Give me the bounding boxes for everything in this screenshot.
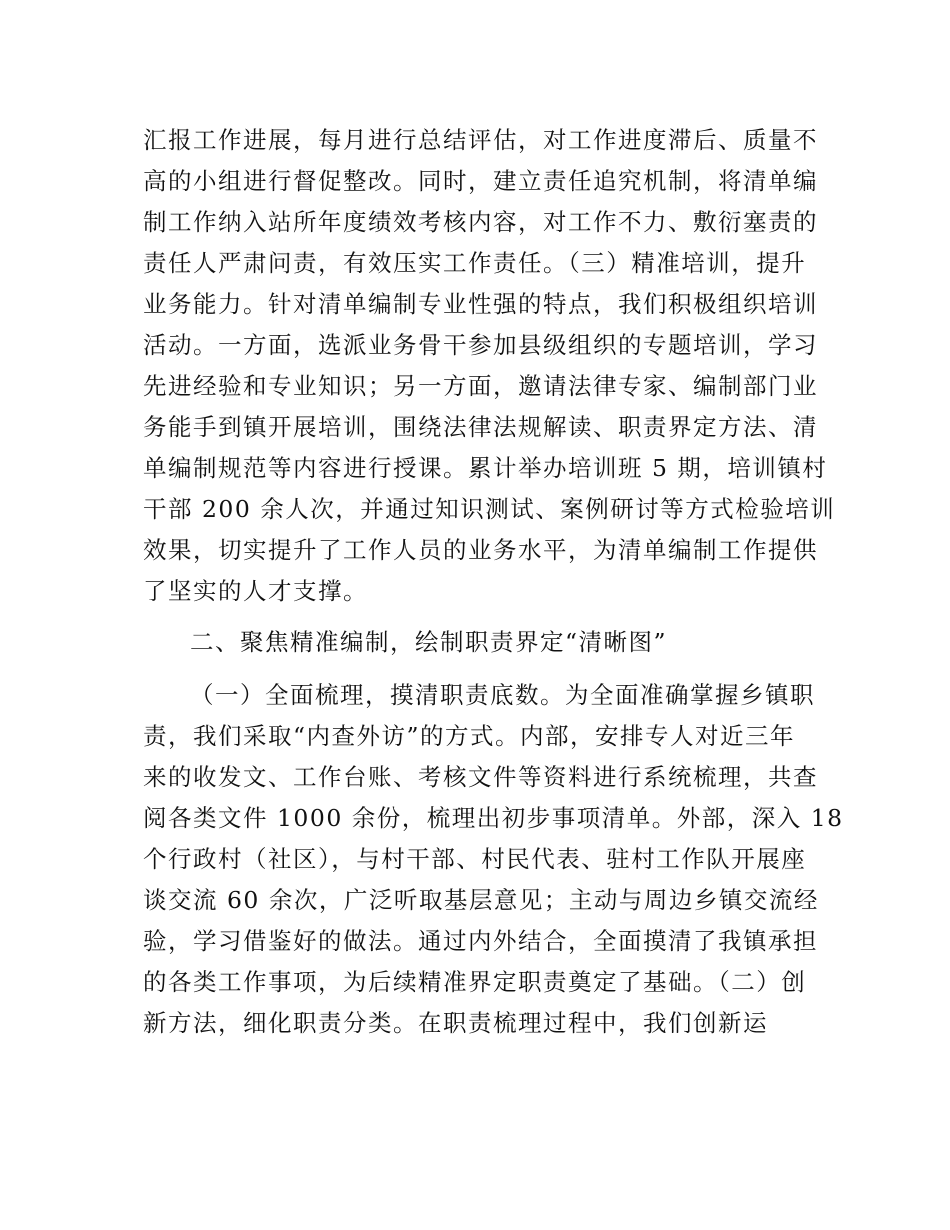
text-line: 务能手到镇开展培训，围绕法律法规解读、职责界定方法、清 — [143, 413, 818, 441]
text-line: 干部 200 余人次，并通过知识测试、案例研讨等方式检验培训 — [143, 495, 836, 523]
text-line: 的各类工作事项，为后续精准界定职责奠定了基础。（二）创 — [143, 968, 807, 996]
text-line: 新方法，细化职责分类。在职责梳理过程中，我们创新运 — [143, 1009, 768, 1037]
text-line: 高的小组进行督促整改。同时，建立责任追究机制，将清单编 — [143, 167, 818, 195]
text-line: 验，学习借鉴好的做法。通过内外结合，全面摸清了我镇承担 — [143, 927, 818, 955]
text-line: 个行政村（社区），与村干部、村民代表、驻村工作队开展座 — [143, 845, 807, 873]
text-line: 责，我们采取“内查外访”的方式。内部，安排专人对近三年 — [143, 722, 796, 750]
text-line: 责任人严肃问责，有效压实工作责任。（三）精准培训，提升 — [143, 249, 807, 277]
text-line: （一）全面梳理，摸清职责底数。为全面准确掌握乡镇职 — [190, 681, 815, 709]
text-line: 单编制规范等内容进行授课。累计举办培训班 5 期，培训镇村 — [143, 454, 828, 482]
text-line: 谈交流 60 余次，广泛听取基层意见；主动与周边乡镇交流经 — [143, 886, 819, 914]
text-line: 阅各类文件 1000 余份，梳理出初步事项清单。外部，深入 18 — [143, 804, 844, 832]
text-line: 来的收发文、工作台账、考核文件等资料进行系统梳理，共查 — [143, 763, 818, 791]
text-line: 效果，切实提升了工作人员的业务水平，为清单编制工作提供 — [143, 536, 818, 564]
text-line: 汇报工作进展，每月进行总结评估，对工作进度滞后、质量不 — [143, 126, 818, 154]
text-line: 制工作纳入站所年度绩效考核内容，对工作不力、敷衍塞责的 — [143, 208, 818, 236]
text-line: 了坚实的人才支撑。 — [143, 577, 368, 605]
text-line: 先进经验和专业知识；另一方面，邀请法律专家、编制部门业 — [143, 372, 818, 400]
section-heading: 二、聚焦精准编制，绘制职责界定“清晰图” — [190, 628, 668, 656]
text-line: 活动。一方面，选派业务骨干参加县级组织的专题培训，学习 — [143, 331, 818, 359]
text-line: 业务能力。针对清单编制专业性强的特点，我们积极组织培训 — [143, 290, 818, 318]
